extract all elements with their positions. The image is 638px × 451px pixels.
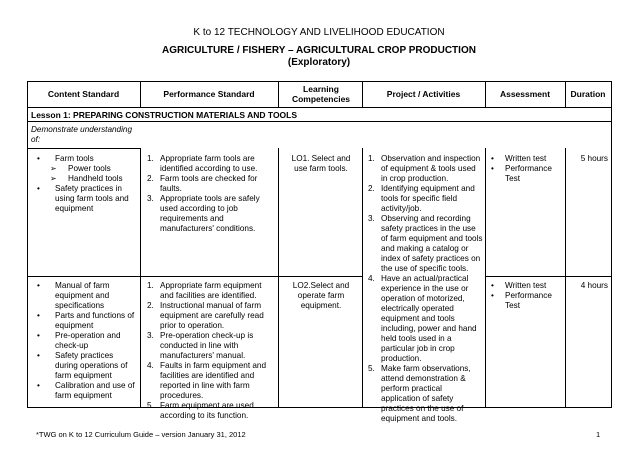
col-divider	[278, 81, 279, 108]
list-item: • Pre-operation and check-up	[37, 331, 121, 350]
list-item: 1. Appropriate farm equipment and facilities are identified.	[147, 281, 262, 300]
list-item: • Safety practices in using farm tools and equipment	[37, 184, 129, 213]
list-item: • Parts and functions of equipment	[37, 311, 135, 330]
col-divider	[140, 148, 141, 408]
table-bottom-border	[27, 407, 612, 408]
col-divider	[485, 148, 486, 408]
col-divider	[362, 148, 363, 408]
project-activities	[368, 154, 483, 424]
table-right-border	[611, 81, 612, 408]
content-intro: Demonstrate understanding of:	[31, 125, 133, 144]
row2-content-standard	[37, 281, 138, 401]
intro-bottom-border	[27, 148, 140, 149]
list-item: • Safety practices during operations of farm equipment	[37, 351, 128, 380]
list-item: 5. Make farm observations, attend demonstration & perform practical application of safety practices on the use of equipment and tools.	[368, 364, 471, 423]
row-divider	[27, 276, 362, 277]
list-item: • Performance Test	[491, 164, 552, 183]
col-divider	[565, 148, 566, 408]
list-item: 2. Farm tools are checked for faults.	[147, 174, 258, 193]
table-left-border	[27, 81, 28, 408]
col-header-performance-standard: Performance Standard	[163, 89, 255, 99]
list-item: 4. Have an actual/practical experience in the use or operation of motorized, electrically operated equipment and tools including, power and hand held tools used in a particular job in crop production.	[368, 274, 477, 363]
footer-text: *TWG on K to 12 Curriculum Guide – version January 31, 2012	[36, 430, 246, 439]
list-item: • Written test	[491, 281, 547, 290]
list-item: 2. Instructional manual of farm equipment are carefully read prior to operation.	[147, 301, 264, 330]
col-divider	[278, 148, 279, 408]
row1-duration: 5 hours	[580, 154, 608, 163]
col-header-project-activities: Project / Activities	[386, 89, 461, 99]
row2-assessment	[491, 281, 563, 311]
row1-learning-competency: LO1. Select and use farm tools.	[291, 154, 351, 173]
header-exploratory: (Exploratory)	[287, 57, 351, 68]
row-divider	[485, 276, 612, 277]
list-item: 1. Appropriate farm tools are identified according to use.	[147, 154, 258, 173]
header-subtitle: AGRICULTURE / FISHERY – AGRICULTURAL CROP PRODUCTION	[162, 45, 476, 56]
col-header-content-standard: Content Standard	[47, 89, 120, 99]
table-top-border	[27, 81, 612, 82]
list-item: • Performance Test	[491, 291, 552, 310]
col-header-learning-competencies: Learning Competencies	[291, 84, 351, 104]
list-item: 5. Farm equipment are used according to its function.	[147, 401, 254, 420]
row1-assessment	[491, 154, 563, 184]
list-item: 1. Observation and inspection of equipment & tools used in crop production.	[368, 154, 481, 183]
page-number: 1	[596, 430, 601, 439]
row2-learning-competency: LO2.Select and operate farm equipment.	[292, 281, 350, 310]
col-header-assessment: Assessment	[499, 89, 551, 99]
list-item: • Farm tools	[37, 154, 94, 163]
list-item: 3. Appropriate tools are safely used according to job requirements and manufacturers' conditions.	[147, 194, 260, 233]
row1-content-standard	[37, 154, 138, 214]
header-bottom-border	[27, 107, 612, 108]
header-title: K to 12 TECHNOLOGY AND LIVELIHOOD EDUCATION	[193, 27, 445, 38]
list-item: ➢ Power tools	[50, 164, 111, 173]
list-item: 4. Faults in farm equipment and facilities are identified and reported in line with farm procedures.	[147, 361, 267, 400]
row1-performance-standard	[147, 154, 275, 234]
list-item: • Written test	[491, 154, 547, 163]
lesson-title: Lesson 1: PREPARING CONSTRUCTION MATERIALS AND TOOLS	[31, 110, 298, 120]
row2-performance-standard	[147, 281, 275, 421]
list-item: ➢ Handheld tools	[50, 174, 123, 183]
list-item: • Calibration and use of farm equipment	[37, 381, 135, 400]
lesson-bottom-border	[27, 121, 612, 122]
list-item: 2. Identifying equipment and tools for specific field activity/job.	[368, 184, 475, 213]
col-header-duration: Duration	[570, 89, 606, 99]
row2-duration: 4 hours	[580, 281, 608, 290]
list-item: 3. Observing and recording safety practices in the use of farm equipment and tools and making a catalog or index of safety practices on the use of specific tools.	[368, 214, 483, 273]
list-item: 3. Pre-operation check-up is conducted in line with manufacturers' manual.	[147, 331, 254, 360]
list-item: • Manual of farm equipment and specifications	[37, 281, 110, 310]
